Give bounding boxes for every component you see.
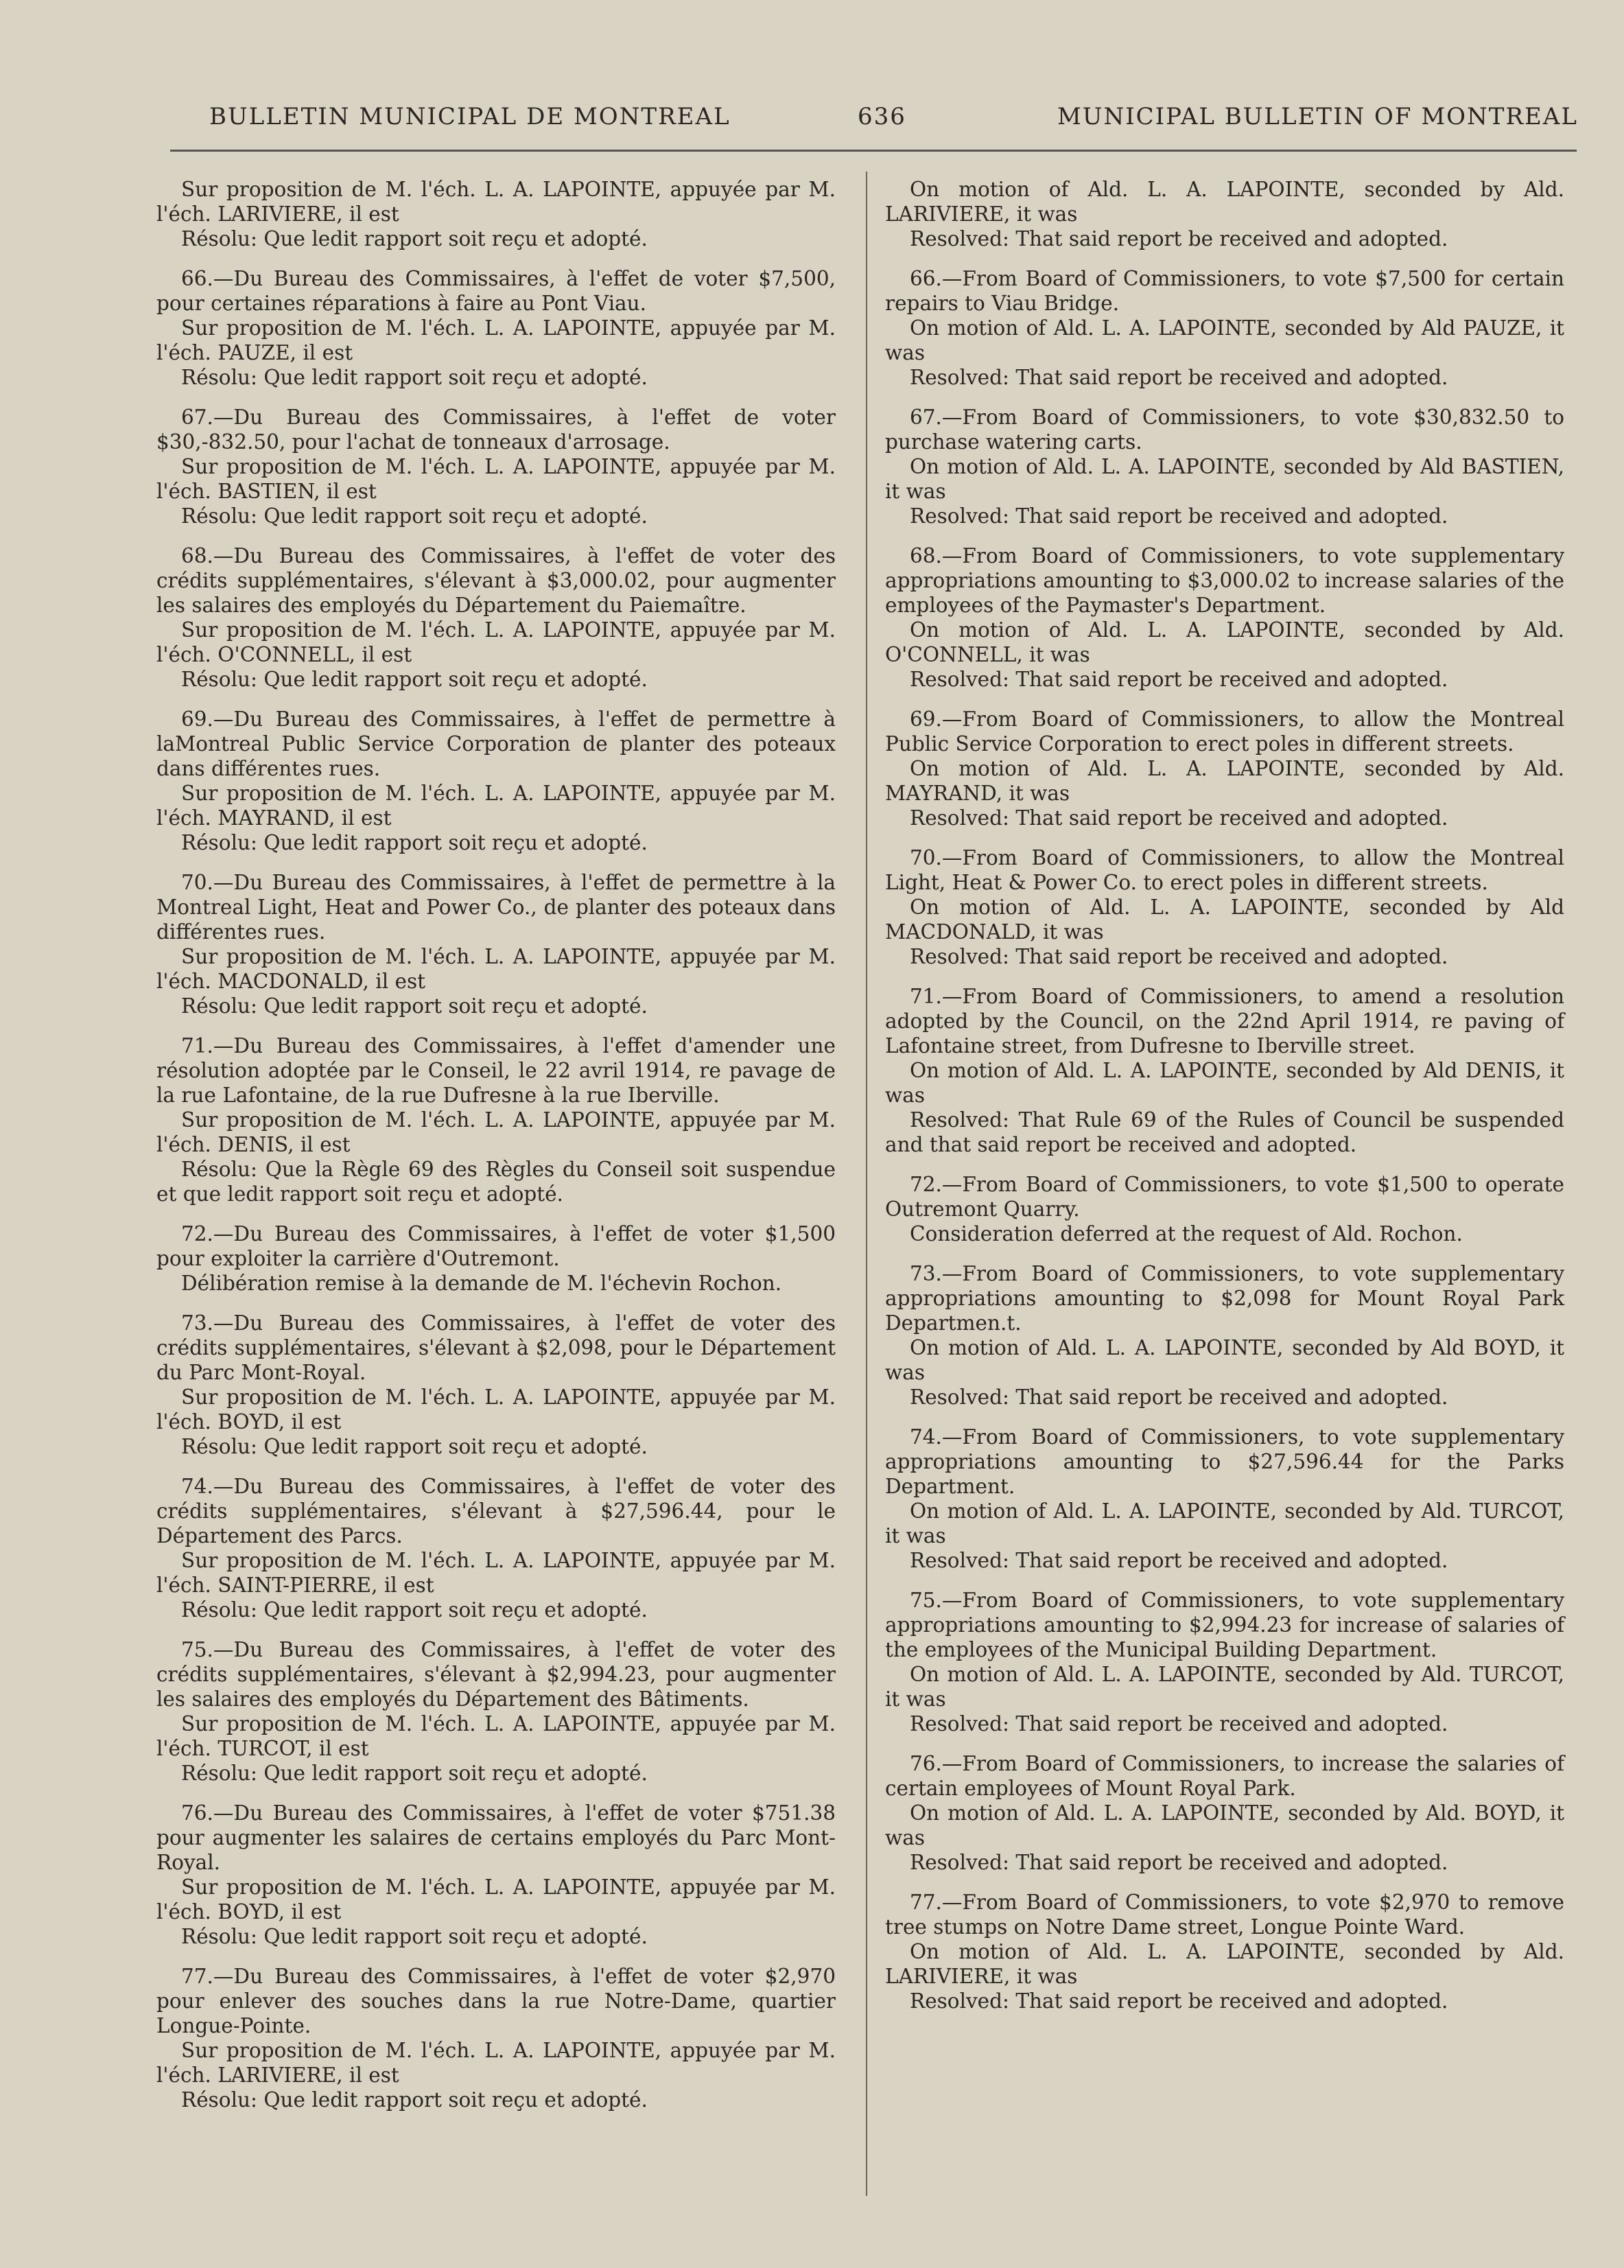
english-item <box>885 543 1564 692</box>
english-item <box>885 1588 1564 1736</box>
french-paragraph: Résolu: Que ledit rapport soit reçu et adopté. <box>181 2088 648 2112</box>
header-french-title: BULLETIN MUNICIPAL DE MONTREAL <box>209 103 731 130</box>
english-paragraph: Resolved: That Rule 69 of the Rules of Council be suspended and that said report be received and adopted. <box>885 1108 1564 1156</box>
french-paragraph: Délibération remise à la demande de M. l'échevin Rochon. <box>181 1272 782 1295</box>
english-paragraph: On motion of Ald. L. A. LAPOINTE, seconded by Ald DENIS, it was <box>885 1059 1564 1107</box>
english-paragraph: On motion of Ald. L. A. LAPOINTE, seconded by Ald. TURCOT, it was <box>885 1499 1564 1547</box>
english-paragraph: 67.—From Board of Commissioners, to vote $30,832.50 to purchase watering carts. <box>885 406 1564 454</box>
french-paragraph: Sur proposition de M. l'éch. L. A. LAPOINTE, appuyée par M. l'éch. SAINT-PIERRE, il est <box>156 1549 836 1597</box>
french-paragraph: Sur proposition de M. l'éch. L. A. LAPOINTE, appuyée par M. l'éch. LARIVIERE, il est <box>156 2039 836 2087</box>
english-paragraph: 75.—From Board of Commissioners, to vote supplementary appropriations amounting to $2,994.23 for increase of salaries of the employees of the Municipal Building Department. <box>885 1589 1564 1661</box>
french-paragraph: Sur proposition de M. l'éch. L. A. LAPOINTE, appuyée par M. l'éch. DENIS, il est <box>156 1108 836 1156</box>
french-paragraph: Sur proposition de M. l'éch. L. A. LAPOINTE, appuyée par M. l'éch. O'CONNELL, il est <box>156 618 836 666</box>
english-item <box>885 266 1564 390</box>
english-paragraph: Resolved: That said report be received and adopted. <box>910 227 1448 250</box>
french-paragraph: 77.—Du Bureau des Commissaires, à l'effet de voter $2,970 pour enlever des souches dans la rue Notre-Dame, quartier Longue-Pointe. <box>156 1965 836 2037</box>
french-paragraph: Sur proposition de M. l'éch. L. A. LAPOINTE, appuyée par M. l'éch. MAYRAND, il est <box>156 782 836 830</box>
french-paragraph: Sur proposition de M. l'éch. L. A. LAPOINTE, appuyée par M. l'éch. LARIVIERE, il est <box>156 178 836 226</box>
english-paragraph: 77.—From Board of Commissioners, to vote $2,970 to remove tree stumps on Notre Dame street, Longue Pointe Ward. <box>885 1891 1564 1939</box>
french-paragraph: 72.—Du Bureau des Commissaires, à l'effet de voter $1,500 pour exploiter la carrière d'Outremont. <box>156 1222 836 1270</box>
page-header <box>172 96 1578 137</box>
english-item <box>885 707 1564 830</box>
french-column <box>156 177 836 2118</box>
english-item <box>885 1425 1564 1573</box>
english-paragraph: On motion of Ald. L. A. LAPOINTE, seconded by Ald. LARIVIERE, it was <box>885 1940 1564 1988</box>
french-paragraph: 74.—Du Bureau des Commissaires, à l'effet de voter des crédits supplémentaires, s'élevant à $27,596.44, pour le Département des Parcs. <box>156 1475 836 1547</box>
french-paragraph: Sur proposition de M. l'éch. L. A. LAPOINTE, appuyée par M. l'éch. BASTIEN, il est <box>156 455 836 503</box>
french-paragraph: Sur proposition de M. l'éch. L. A. LAPOINTE, appuyée par M. l'éch. BOYD, il est <box>156 1875 836 1924</box>
french-item <box>156 1964 836 2112</box>
french-paragraph: Résolu: Que ledit rapport soit reçu et adopté. <box>181 366 648 389</box>
french-paragraph: Sur proposition de M. l'éch. L. A. LAPOINTE, appuyée par M. l'éch. PAUZE, il est <box>156 316 836 364</box>
english-paragraph: Resolved: That said report be received and adopted. <box>910 1989 1448 2013</box>
french-paragraph: 76.—Du Bureau des Commissaires, à l'effet de voter $751.38 pour augmenter les salaires de certains employés du Parc Mont-Royal. <box>156 1801 836 1874</box>
header-rule <box>170 150 1577 152</box>
english-paragraph: 71.—From Board of Commissioners, to amend a resolution adopted by the Council, on the 22nd April 1914, re paving of Lafontaine street, from Dufresne to Iberville street. <box>885 985 1564 1057</box>
english-paragraph: 74.—From Board of Commissioners, to vote supplementary appropriations amounting to $27,596.44 for the Parks Department. <box>885 1425 1564 1498</box>
french-paragraph: Sur proposition de M. l'éch. L. A. LAPOINTE, appuyée par M. l'éch. MACDONALD, il est <box>156 945 836 993</box>
english-paragraph: 76.—From Board of Commissioners, to increase the salaries of certain employees of Mount Royal Park. <box>885 1752 1564 1800</box>
english-column <box>885 177 1564 2019</box>
page-number: 636 <box>858 103 906 130</box>
french-item <box>156 1637 836 1786</box>
english-paragraph: Resolved: That said report be received and adopted. <box>910 945 1448 968</box>
english-paragraph: Resolved: That said report be received and adopted. <box>910 504 1448 528</box>
french-item <box>156 266 836 390</box>
french-paragraph: Résolu: Que ledit rapport soit reçu et adopté. <box>181 1925 648 1948</box>
english-paragraph: On motion of Ald. L. A. LAPOINTE, seconded by Ald MACDONALD, it was <box>885 896 1564 944</box>
french-paragraph: Résolu: Que ledit rapport soit reçu et adopté. <box>181 831 648 854</box>
french-paragraph: 71.—Du Bureau des Commissaires, à l'effet d'amender une résolution adoptée par le Conseil, le 22 avril 1914, re pavage de la rue Lafontaine, de la rue Dufresne à la rue Iberville. <box>156 1034 836 1107</box>
french-paragraph: Résolu: Que ledit rapport soit reçu et adopté. <box>181 227 648 250</box>
english-item <box>885 405 1564 528</box>
english-paragraph: Resolved: That said report be received and adopted. <box>910 668 1448 691</box>
french-item <box>156 1474 836 1622</box>
english-item <box>885 177 1564 251</box>
english-paragraph: On motion of Ald. L. A. LAPOINTE, seconded by Ald. BOYD, it was <box>885 1801 1564 1849</box>
french-paragraph: Résolu: Que ledit rapport soit reçu et adopté. <box>181 504 648 528</box>
english-paragraph: Resolved: That said report be received and adopted. <box>910 1386 1448 1409</box>
english-item <box>885 1751 1564 1875</box>
english-item <box>885 984 1564 1157</box>
french-paragraph: Résolu: Que ledit rapport soit reçu et adopté. <box>181 1762 648 1785</box>
french-paragraph: 68.—Du Bureau des Commissaires, à l'effet de voter des crédits supplémentaires, s'élevant à $3,000.02, pour augmenter les salaires des employés du Département du Paiemaître. <box>156 544 836 617</box>
english-item <box>885 845 1564 969</box>
english-paragraph: Resolved: That said report be received and adopted. <box>910 1851 1448 1874</box>
french-paragraph: Sur proposition de M. l'éch. L. A. LAPOINTE, appuyée par M. l'éch. TURCOT, il est <box>156 1712 836 1760</box>
english-paragraph: 68.—From Board of Commissioners, to vote supplementary appropriations amounting to $3,000.02 to increase salaries of the employees of the Paymaster's Department. <box>885 544 1564 617</box>
french-paragraph: Résolu: Que ledit rapport soit reçu et adopté. <box>181 1435 648 1458</box>
column-divider <box>866 172 867 2196</box>
french-item <box>156 177 836 251</box>
french-paragraph: 67.—Du Bureau des Commissaires, à l'effet de voter $30,-832.50, pour l'achat de tonneaux d'arrosage. <box>156 406 836 454</box>
english-paragraph: On motion of Ald. L. A. LAPOINTE, seconded by Ald. LARIVIERE, it was <box>885 178 1564 226</box>
french-paragraph: 69.—Du Bureau des Commissaires, à l'effet de permettre à laMontreal Public Service Corporation de planter des poteaux dans différentes rues. <box>156 708 836 780</box>
english-paragraph: On motion of Ald. L. A. LAPOINTE, seconded by Ald PAUZE, it was <box>885 316 1564 364</box>
english-paragraph: Resolved: That said report be received and adopted. <box>910 1549 1448 1572</box>
english-paragraph: Resolved: That said report be received and adopted. <box>910 806 1448 830</box>
french-item <box>156 1033 836 1206</box>
english-paragraph: 73.—From Board of Commissioners, to vote supplementary appropriations amounting to $2,098 for Mount Royal Park Departmen.t. <box>885 1262 1564 1335</box>
french-paragraph: 75.—Du Bureau des Commissaires, à l'effet de voter des crédits supplémentaires, s'élevant à $2,994.23, pour augmenter les salaires des employés du Département des Bâtiments. <box>156 1638 836 1711</box>
english-paragraph: On motion of Ald. L. A. LAPOINTE, seconded by Ald. TURCOT, it was <box>885 1663 1564 1711</box>
english-paragraph: On motion of Ald. L. A. LAPOINTE, seconded by Ald. O'CONNELL, it was <box>885 618 1564 666</box>
english-item <box>885 1890 1564 2013</box>
french-item <box>156 1801 836 1949</box>
french-paragraph: 66.—Du Bureau des Commissaires, à l'effet de voter $7,500, pour certaines réparations à faire au Pont Viau. <box>156 267 836 315</box>
english-paragraph: 72.—From Board of Commissioners, to vote $1,500 to operate Outremont Quarry. <box>885 1173 1564 1221</box>
french-paragraph: 70.—Du Bureau des Commissaires, à l'effet de permettre à la Montreal Light, Heat and Power Co., de planter des poteaux dans différentes rues. <box>156 871 836 944</box>
header-english-title: MUNICIPAL BULLETIN OF MONTREAL <box>1057 103 1578 130</box>
french-paragraph: Sur proposition de M. l'éch. L. A. LAPOINTE, appuyée par M. l'éch. BOYD, il est <box>156 1386 836 1434</box>
english-item <box>885 1172 1564 1246</box>
english-paragraph: 69.—From Board of Commissioners, to allow the Montreal Public Service Corporation to erect poles in different streets. <box>885 708 1564 756</box>
french-paragraph: 73.—Du Bureau des Commissaires, à l'effet de voter des crédits supplémentaires, s'élevant à $2,098, pour le Département du Parc Mont-Royal. <box>156 1311 836 1384</box>
french-item <box>156 1311 836 1459</box>
english-paragraph: Resolved: That said report be received and adopted. <box>910 366 1448 389</box>
english-paragraph: On motion of Ald. L. A. LAPOINTE, seconded by Ald BOYD, it was <box>885 1336 1564 1384</box>
english-paragraph: Resolved: That said report be received and adopted. <box>910 1712 1448 1735</box>
french-paragraph: Résolu: Que ledit rapport soit reçu et adopté. <box>181 994 648 1018</box>
french-item <box>156 405 836 528</box>
english-paragraph: Consideration deferred at the request of Ald. Rochon. <box>910 1222 1463 1246</box>
english-item <box>885 1261 1564 1410</box>
french-item <box>156 1221 836 1296</box>
french-item <box>156 707 836 855</box>
english-paragraph: 70.—From Board of Commissioners, to allow the Montreal Light, Heat & Power Co. to erect poles in different streets. <box>885 846 1564 894</box>
english-paragraph: On motion of Ald. L. A. LAPOINTE, seconded by Ald. MAYRAND, it was <box>885 757 1564 805</box>
french-paragraph: Résolu: Que ledit rapport soit reçu et adopté. <box>181 668 648 691</box>
french-item <box>156 870 836 1018</box>
english-paragraph: 66.—From Board of Commissioners, to vote $7,500 for certain repairs to Viau Bridge. <box>885 267 1564 315</box>
english-paragraph: On motion of Ald. L. A. LAPOINTE, seconded by Ald BASTIEN, it was <box>885 455 1564 503</box>
french-item <box>156 543 836 692</box>
french-paragraph: Résolu: Que la Règle 69 des Règles du Conseil soit suspendue et que ledit rapport soit reçu et adopté. <box>156 1158 836 1206</box>
french-paragraph: Résolu: Que ledit rapport soit reçu et adopté. <box>181 1598 648 1622</box>
